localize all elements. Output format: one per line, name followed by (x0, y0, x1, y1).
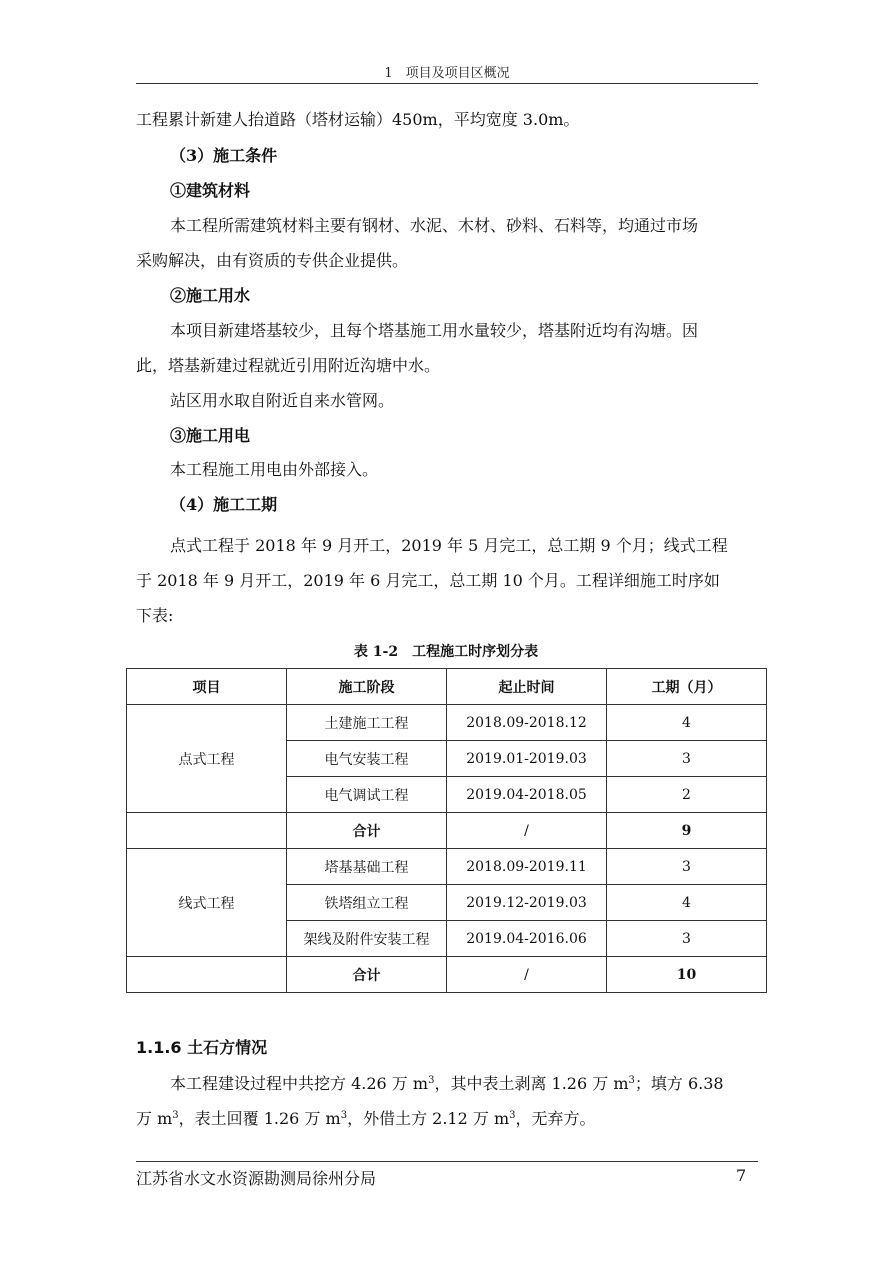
earthwork-text-1b: ，其中表土剥离 1.26 万 m (434, 1074, 629, 1093)
total-label: 合计 (287, 957, 447, 993)
period-cell: 2019.04-2018.05 (447, 777, 607, 813)
section-heading-earthwork: 1.1.6 土石方情况 (136, 1038, 268, 1057)
footer-rule (136, 1161, 758, 1162)
stage-cell: 铁塔组立工程 (287, 885, 447, 921)
superscript-3: 3 (509, 1110, 516, 1121)
stage-cell: 架线及附件安装工程 (287, 921, 447, 957)
total-label: 合计 (287, 813, 447, 849)
earthwork-text-2d: ，无弃方。 (515, 1109, 596, 1128)
earthwork-text-1a: 本工程建设过程中共挖方 4.26 万 m (170, 1074, 429, 1093)
period-cell: 2019.04-2016.06 (447, 921, 607, 957)
duration-cell: 4 (607, 885, 767, 921)
duration-cell: 3 (607, 849, 767, 885)
header-duration: 工期（月） (607, 669, 767, 705)
table-caption: 表 1-2 工程施工时序划分表 (353, 644, 539, 660)
heading-construction-period: （4）施工工期 (170, 495, 278, 514)
paragraph-period-line1: 点式工程于 2018 年 9 月开工，2019 年 5 月完工，总工期 9 个月；线式工程 (170, 536, 728, 555)
stage-cell: 塔基基础工程 (287, 849, 447, 885)
heading-construction-power: ③施工用电 (170, 426, 251, 445)
period-cell: 2019.12-2019.03 (447, 885, 607, 921)
paragraph-water-line3: 站区用水取自附近自来水管网。 (170, 391, 395, 410)
total-duration: 10 (607, 957, 767, 993)
superscript-3: 3 (428, 1075, 435, 1086)
total-duration: 9 (607, 813, 767, 849)
schedule-table (126, 668, 767, 993)
superscript-3: 3 (172, 1110, 179, 1121)
paragraph-power: 本工程施工用电由外部接入。 (170, 460, 379, 479)
paragraph-road: 工程累计新建人抬道路（塔材运输）450m，平均宽度 3.0m。 (136, 110, 580, 129)
superscript-3: 3 (628, 1075, 635, 1086)
duration-cell: 3 (607, 921, 767, 957)
heading-building-materials: ①建筑材料 (170, 181, 251, 200)
paragraph-earthwork-line1 (136, 1074, 758, 1094)
page-number: 7 (736, 1166, 747, 1185)
superscript-3: 3 (340, 1110, 348, 1121)
heading-construction-water: ②施工用水 (170, 286, 251, 305)
stage-cell: 土建施工工程 (287, 705, 447, 741)
paragraph-earthwork-line2 (136, 1109, 758, 1129)
group-name: 线式工程 (127, 849, 287, 957)
paragraph-water-line2: 此，塔基新建过程就近引用附近沟塘中水。 (136, 356, 441, 375)
paragraph-materials-line2: 采购解决，由有资质的专供企业提供。 (136, 251, 409, 270)
table-header-row (127, 669, 767, 705)
period-cell: 2019.01-2019.03 (447, 741, 607, 777)
table-row (127, 849, 767, 885)
table-row-total (127, 957, 767, 993)
footer-organization: 江苏省水文水资源勘测局徐州分局 (136, 1169, 377, 1188)
paragraph-period-line3: 下表: (136, 606, 174, 625)
duration-cell: 2 (607, 777, 767, 813)
table-row-total (127, 813, 767, 849)
header-stage: 施工阶段 (287, 669, 447, 705)
earthwork-text-2c: ，外借土方 2.12 万 m (347, 1109, 510, 1128)
paragraph-period-line2: 于 2018 年 9 月开工，2019 年 6 月完工，总工期 10 个月。工程详细施工时序如 (136, 571, 720, 590)
stage-cell: 电气安装工程 (287, 741, 447, 777)
paragraph-water-line1: 本项目新建塔基较少，且每个塔基施工用水量较少，塔基附近均有沟塘。因 (170, 321, 699, 340)
header-rule (136, 83, 758, 84)
heading-construction-conditions: （3）施工条件 (170, 146, 278, 165)
header-period: 起止时间 (447, 669, 607, 705)
period-cell: 2018.09-2019.11 (447, 849, 607, 885)
earthwork-text-2a: 万 m (136, 1109, 173, 1128)
earthwork-text-1c: ；填方 6.38 (634, 1074, 724, 1093)
duration-cell: 4 (607, 705, 767, 741)
blank-cell (127, 813, 287, 849)
stage-cell: 电气调试工程 (287, 777, 447, 813)
group-name: 点式工程 (127, 705, 287, 813)
earthwork-text-2b: ，表土回覆 1.26 万 m (178, 1109, 341, 1128)
period-cell: / (447, 813, 607, 849)
duration-cell: 3 (607, 741, 767, 777)
running-header: 1 项目及项目区概况 (384, 66, 510, 81)
period-cell: 2018.09-2018.12 (447, 705, 607, 741)
blank-cell (127, 957, 287, 993)
header-project: 项目 (127, 669, 287, 705)
paragraph-materials-line1: 本工程所需建筑材料主要有钢材、水泥、木材、砂料、石料等，均通过市场 (170, 216, 699, 235)
table-row (127, 705, 767, 741)
period-cell: / (447, 957, 607, 993)
